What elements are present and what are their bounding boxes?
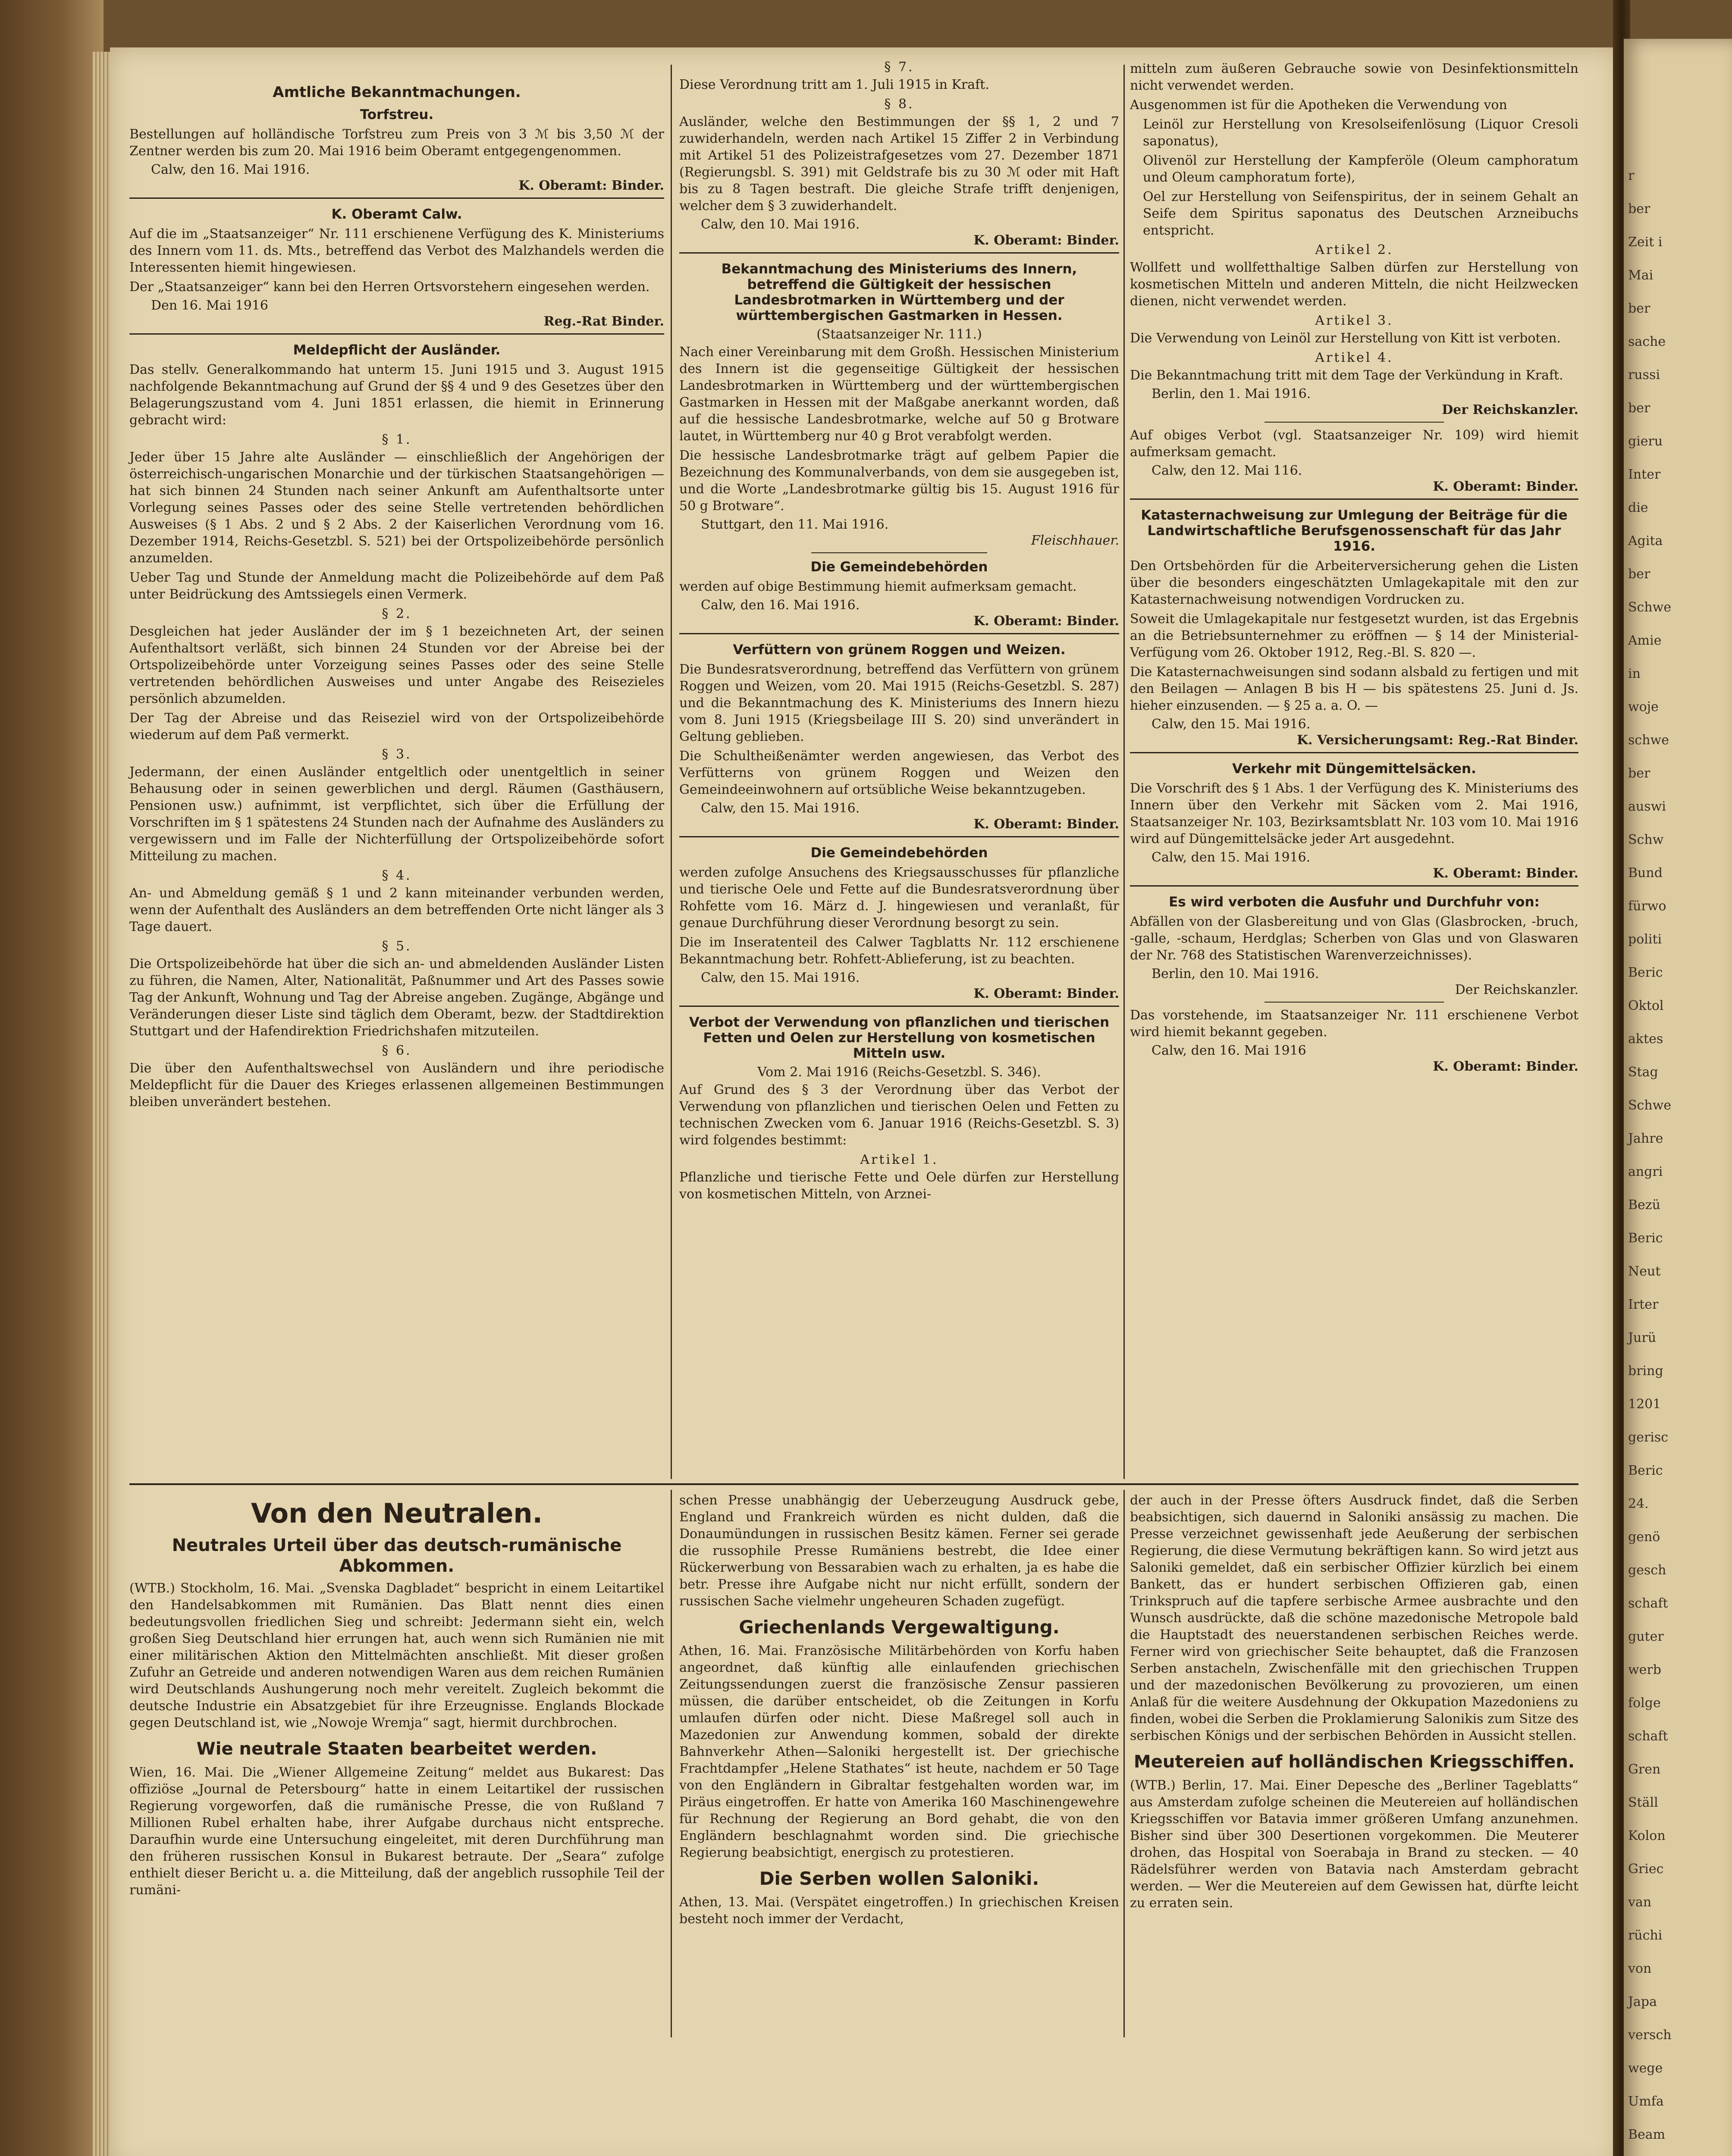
- notice-text: Den Ortsbehörden für die Arbeiterversicherung gehen die Listen über die besonders eingeschätzten Umlagekapitale mit den zur Katasternachweisung notwendigen Vordrucken zu.: [1130, 558, 1578, 607]
- column-rule: [1123, 1490, 1125, 2037]
- notice-subtitle: Vom 2. Mai 1916 (Reichs-Gesetzbl. S. 346).: [757, 1065, 1041, 1080]
- notice-text: Nach einer Vereinbarung mit dem Großh. Hessischen Ministerium des Innern ist die gegenseitige Gültigkeit der hessischen Landesbrotmarken in Württemberg und der württembergischen Gastmarken in Hessen mit der Maßgabe anerkannt worden, daß auf die hessische Landesbrotmarke, welche auf 50 g Brotware lautet, in Württemberg nur 40 g Brot verabfolgt werden.: [679, 345, 1119, 444]
- facing-page-fragment: Kolon: [1628, 1828, 1666, 1843]
- section-mark: § 4.: [382, 868, 412, 883]
- notice-text: mitteln zum äußeren Gebrauche sowie von Desinfektionsmitteln nicht verwendet werden.: [1130, 61, 1578, 93]
- facing-page-fragment: auswi: [1628, 799, 1666, 814]
- article-text: schen Presse unabhängig der Ueberzeugung Ausdruck gebe, England und Frankreich würden es nicht dulden, daß die Donaumündungen in russischen Besitz kämen. Ferner sei gerade die russophile Presse Rumäniens bestrebt, die Idee einer Rückerwerbung von Bessarabien wach zu erhalten, ja es habe die betr. Presse ihre Aufgabe nicht nur nicht erfüllt, sondern der russischen Sache vielmehr ungeheuren Schaden zugefügt.: [679, 1493, 1119, 1609]
- section-mark: Artikel 1.: [860, 1152, 938, 1167]
- notice-title: Bekanntmachung des Ministeriums des Innern, betreffend die Gültigkeit der hessischen Landesbrotmarken in Württemberg und der württembergischen Gastmarken in Hessen.: [721, 261, 1077, 323]
- facing-page-fragment: politi: [1628, 932, 1662, 947]
- notice-signature: K. Oberamt: Binder.: [973, 233, 1119, 248]
- notice-place-date: Calw, den 16. Mai 1916.: [701, 598, 860, 613]
- facing-page-fragment: Beric: [1628, 1231, 1663, 1246]
- facing-page-fragment: Schwe: [1628, 1098, 1672, 1113]
- rule: [811, 552, 987, 553]
- facing-page-fragment: Stag: [1628, 1065, 1658, 1080]
- notice-text: Jeder über 15 Jahre alte Ausländer — einschließlich der Angehörigen der österreichisch-ungarischen Monarchie und der türkischen Staatsangehörigen — hat sich binnen 24 Stunden nach seiner Ankunft am Aufenthaltsorte unter Vorlegung seines Passes oder des seine Stelle vertretenden behördlichen Ausweises (§ 1 Abs. 2 und § 2 Abs. 2 der Kaiserlichen Verordnung vom 16. Dezember 1914, Reichs-Gesetzbl. S. 521) bei der Ortspolizeibehörde persönlich anzumelden.: [129, 450, 664, 566]
- facing-page-fragment: Inter: [1628, 467, 1661, 482]
- section-mark: § 8.: [884, 97, 914, 112]
- section-mark: § 6.: [382, 1043, 412, 1058]
- article-text: der auch in der Presse öfters Ausdruck findet, daß die Serben beabsichtigen, sich dauernd in Saloniki ansässig zu machen. Die Presse verzeichnet gewissenhaft jede Aeußerung der serbischen Regierung, die diese Vermutung bekräftigen kann. So wird jetzt aus Saloniki gemeldet, daß ein serbischer Offizier kürzlich bei einem Bankett, das er hundert serbischen Offizieren gab, einen Trinkspruch auf die tapfere serbische Armee ausbrachte und den Wunsch ausdrückte, daß die schöne mazedonische Metropole bald die Hauptstadt des neuerstandenen serbischen Reiches werde. Ferner wird von griechischer Seite behauptet, daß die Franzosen Serben anstacheln, Zwischenfälle mit den griechischen Truppen und der mazedonischen Bevölkerung zu provozieren, um einen Anlaß für die weitere Ausdehnung der Okkupation Mazedoniens zu finden, wobei die Serben die Proklamierung Salonikis zum Sitze des serbischen Königs und der serbischen Behörden in Aussicht stellen.: [1130, 1493, 1578, 1743]
- article-headline: Meutereien auf holländischen Kriegsschiffen.: [1133, 1752, 1575, 1772]
- notice-title: Verbot der Verwendung von pflanzlichen und tierischen Fetten und Oelen zur Herstellung von kosmetischen Mitteln usw.: [689, 1015, 1110, 1061]
- facing-page-fragment: Umfa: [1628, 2094, 1664, 2109]
- article-text: (WTB.) Berlin, 17. Mai. Einer Depesche des „Berliner Tageblatts“ aus Amsterdam zufolge scheinen die Meutereien auf holländischen Kriegsschiffen vor Batavia immer größeren Umfang anzunehmen. Bisher sind über 300 Desertionen vorgekommen. Die Meuterer drohen, das Hospital von Soerabaja in Brand zu stecken. — 40 Rädelsführer werden von Batavia nach Amsterdam gebracht werden. — Wer die Meutereien auf dem Gewissen hat, dürfte leicht zu erraten sein.: [1130, 1778, 1578, 1911]
- facing-page-edge: [1624, 39, 1732, 2156]
- notice-text: Die Verwendung von Leinöl zur Herstellung von Kitt ist verboten.: [1130, 331, 1561, 346]
- facing-page-fragment: Ställ: [1628, 1795, 1658, 1810]
- notice-text: Die Ortspolizeibehörde hat über die sich an- und abmeldenden Ausländer Listen zu führen, die Namen, Alter, Nationalität, Paßnummer und Art des Passes sowie Tag der Ankunft, Wohnung und Tag der Abreise angeben. Zugänge, Abgänge und Veränderungen dieser Liste sind täglich dem Oberamt, bezw. der Stadtdirektion Stuttgart und der Hafendirektion Friedrichshafen mitzuteilen.: [129, 956, 664, 1039]
- facing-page-fragment: Amie: [1628, 633, 1662, 648]
- notice-text: Desgleichen hat jeder Ausländer der im § 1 bezeichneten Art, der seinen Aufenthaltsort verläßt, sich binnen 24 Stunden vor der Abreise bei der Ortspolizeibehörde unter Vorzeigung seines Passes oder des seine Stelle vertretenden behördlichen Ausweises und unter Angabe des Reisezieles persönlich abzumelden.: [129, 624, 664, 706]
- facing-page-fragment: von: [1628, 1961, 1652, 1976]
- facing-page-fragment: Beric: [1628, 1463, 1663, 1478]
- notice-signature: Der Reichskanzler.: [1442, 402, 1578, 417]
- facing-page-fragment: die: [1628, 500, 1648, 515]
- notice-text: Die hessische Landesbrotmarke trägt auf gelbem Papier die Bezeichnung des Kommunalverbands, von dem sie ausgegeben ist, und die Worte „Landesbrotmarke gültig bis 15. August 1916 für 50 g Brotware“.: [679, 448, 1119, 514]
- facing-page-fragment: Griec: [1628, 1861, 1664, 1877]
- notice-place-date: Calw, den 10. Mai 1916.: [701, 217, 860, 232]
- notice-signature: K. Oberamt: Binder.: [973, 614, 1119, 629]
- facing-page-fragment: gieru: [1628, 434, 1663, 449]
- notice-title: Die Gemeindebehörden: [810, 845, 988, 861]
- column-rule: [1123, 65, 1125, 1479]
- facing-page-fragment: gerisc: [1628, 1430, 1669, 1445]
- notice-text: Die Schultheißenämter werden angewiesen, das Verbot des Verfütterns von grünem Roggen und Weizen den Gemeindeeinwohnern auf ortsübliche Weise bekanntzugeben.: [679, 749, 1119, 797]
- article-headline: Neutrales Urteil über das deutsch-rumänische Abkommen.: [172, 1536, 622, 1576]
- column-3-upper: [1130, 60, 1578, 1078]
- notice-text: Bestellungen auf holländische Torfstreu zum Preis von 3 ℳ bis 3,50 ℳ der Zentner werden bis zum 20. Mai 1916 beim Oberamt entgegengenommen.: [129, 127, 664, 159]
- article-text: (WTB.) Stockholm, 16. Mai. „Svenska Dagbladet“ bespricht in einem Leitartikel den Handelsabkommen mit Rumänien. Das Blatt nennt dies einen bedeutungsvollen friedlichen Sieg und schreibt: Jedermann sieht ein, welch großen Sieg Deutschland hier errungen hat, auch wenn sich Rumänien nie mit einer militärischen Aktion den Mittelmächten anschließt. Mit dieser großen Zufuhr an Getreide und anderen notwendigen Waren aus dem reichen Rumänien wird Deutschlands Aushungerung noch mehr vereitelt. Zugleich bekommt die deutsche Industrie ein Absatzgebiet für ihre Erzeugnisse. Englands Blockade gegen Deutschland ist, wie „Nowoje Wremja“ sagt, hiermit durchbrochen.: [129, 1581, 664, 1730]
- notice-text: Das stellv. Generalkommando hat unterm 15. Juni 1915 und 3. August 1915 nachfolgende Bekanntmachung auf Grund der §§ 4 und 9 des Gesetzes über den Belagerungszustand vom 4. Juni 1851 erlassen, die hiemit in Erinnerung gebracht wird:: [129, 362, 664, 428]
- notice-text: Soweit die Umlagekapitale nur festgesetzt wurden, ist das Ergebnis an die Betriebsunternehmer zu eröffnen — § 14 der Ministerial-Verfügung vom 26. Oktober 1912, Reg.-Bl. S. 820 —.: [1130, 611, 1578, 660]
- facing-page-fragment: genö: [1628, 1529, 1660, 1545]
- column-1-upper: [129, 78, 664, 1113]
- facing-page-fragment: fürwo: [1628, 899, 1666, 914]
- notice-text: Die im Inseratenteil des Calwer Tagblatts Nr. 112 erschienene Bekanntmachung betr. Rohfett-Ablieferung, ist zu beachten.: [679, 935, 1119, 967]
- facing-page-fragment: ber: [1628, 567, 1650, 582]
- facing-page-fragment: ber: [1628, 766, 1650, 781]
- notice-text: Auf Grund des § 3 der Verordnung über das Verbot der Verwendung von pflanzlichen und tierischen Oelen und Fetten zu technischen Zwecken vom 6. Januar 1916 (Reichs-Gesetzbl. S. 3) wird folgendes bestimmt:: [679, 1082, 1119, 1148]
- notice-title: Torfstreu.: [360, 107, 434, 122]
- facing-page-fragment: r: [1628, 168, 1635, 183]
- notice-subtitle: (Staatsanzeiger Nr. 111.): [816, 327, 982, 342]
- facing-page-fragment: in: [1628, 666, 1641, 681]
- facing-page-fragment: Zeit i: [1628, 235, 1663, 250]
- notice-place-date: Calw, den 16. Mai 1916.: [151, 162, 310, 177]
- facing-page-fragment: bring: [1628, 1363, 1663, 1379]
- news-section-heading: Von den Neutralen.: [251, 1498, 543, 1529]
- notice-signature: K. Oberamt: Binder.: [973, 817, 1119, 832]
- notice-text: Pflanzliche und tierische Fette und Oele dürfen zur Herstellung von kosmetischen Mitteln, von Arznei-: [679, 1170, 1119, 1202]
- facing-page-fragment: sache: [1628, 334, 1666, 349]
- facing-page-fragment: Irter: [1628, 1297, 1659, 1312]
- notice-title: Die Gemeindebehörden: [810, 559, 988, 575]
- facing-page-fragment: ber: [1628, 401, 1650, 416]
- notice-text: Wollfett und wollfetthaltige Salben dürfen zur Herstellung von kosmetischen Mitteln und anderen Mitteln, die nicht Heilzwecken dienen, nicht verwendet werden.: [1130, 260, 1578, 309]
- facing-page-fragment: schwe: [1628, 733, 1669, 748]
- notice-text: Diese Verordnung tritt am 1. Juli 1915 in Kraft.: [679, 77, 989, 92]
- notice-signature: K. Oberamt: Binder.: [973, 986, 1119, 1001]
- facing-page-fragment: ber: [1628, 201, 1650, 216]
- facing-page-fragment: Beam: [1628, 2127, 1666, 2142]
- section-mark: § 5.: [382, 939, 412, 954]
- article-headline: Wie neutrale Staaten bearbeitet werden.: [196, 1739, 597, 1759]
- rule: [1264, 422, 1444, 423]
- facing-page-fragment: rüchi: [1628, 1928, 1663, 1943]
- notice-text: Ueber Tag und Stunde der Anmeldung macht die Polizeibehörde auf dem Paß unter Beidrückung des Amtssiegels einen Vermerk.: [129, 570, 664, 602]
- notice-place-date: Stuttgart, den 11. Mai 1916.: [701, 517, 889, 532]
- facing-page-fragment: aktes: [1628, 1031, 1663, 1047]
- section-divider: [129, 1483, 1578, 1485]
- notice-place-date: Calw, den 12. Mai 116.: [1152, 463, 1302, 478]
- notice-text: Der Tag der Abreise und das Reiseziel wird von der Ortspolizeibehörde wiederum auf dem Paß vermerkt.: [129, 711, 664, 743]
- facing-page-fragment: 1201: [1628, 1397, 1661, 1412]
- notice-title: Meldepflicht der Ausländer.: [293, 342, 501, 358]
- notice-place-date: Calw, den 16. Mai 1916: [1152, 1043, 1306, 1058]
- column-rule: [671, 1490, 672, 2037]
- notice-place-date: Calw, den 15. Mai 1916.: [701, 801, 860, 816]
- facing-page-fragment: Agita: [1628, 533, 1663, 548]
- facing-page-fragment: Mai: [1628, 268, 1654, 283]
- notice-text: An- und Abmeldung gemäß § 1 und 2 kann miteinander verbunden werden, wenn der Aufenthalt des Ausländers an dem betreffenden Orte nicht länger als 3 Tage dauert.: [129, 886, 664, 934]
- notice-place-date: Berlin, den 1. Mai 1916.: [1152, 386, 1311, 401]
- article-text: Athen, 16. Mai. Französische Militärbehörden von Korfu haben angeordnet, daß künftig alle einlaufenden griechischen Zeitungssendungen zuerst die französische Zensur passieren müssen, die darüber entscheidet, ob die Zeitungen in Korfu umlaufen dürfen oder nicht. Diese Maßregel soll auch in Mazedonien zur Anwendung kommen, sobald der direkte Bahnverkehr Athen—Saloniki hergestellt ist. Der griechische Frachtdampfer „Helene Stathates“ ist heute, nachdem er 50 Tage von den Engländern in Gibraltar festgehalten worden war, im Piräus eingetroffen. Er hatte von Amerika 160 Maschinengewehre für Rechnung der Regierung an Bord gehabt, die von den Engländern beschlagnahmt worden sind. Die griechische Regierung beabsichtigt, energisch zu protestieren.: [679, 1643, 1119, 1860]
- notice-text: Die Katasternachweisungen sind sodann alsbald zu fertigen und mit den Beilagen — Anlagen B bis H — bis spätestens 25. Juni d. Js. hieher einzusenden. — § 25 a. a. O. —: [1130, 664, 1578, 713]
- notice-signature: Reg.-Rat Binder.: [543, 314, 664, 329]
- facing-page-fragment: guter: [1628, 1629, 1664, 1644]
- facing-page-fragment: angri: [1628, 1164, 1663, 1179]
- notice-text: Ausländer, welche den Bestimmungen der §§ 1, 2 und 7 zuwiderhandeln, werden nach Artikel 15 Ziffer 2 in Verbindung mit Artikel 51 des Polizeistrafgesetzes vom 27. Dezember 1871 (Regierungsbl. S. 391) mit Geldstrafe bis zu 30 ℳ oder mit Haft bis zu 8 Tagen bestraft. Die gleiche Strafe trifft denjenigen, welcher dem § 3 zuwiderhandelt.: [679, 114, 1119, 213]
- facing-page-fragment: gesch: [1628, 1563, 1666, 1578]
- column-2-upper: [679, 56, 1119, 1205]
- notice-text: Abfällen von der Glasbereitung und von Glas (Glasbrocken, -bruch, -galle, -schaum, Herdglas; Scherben von Glas und von Glaswaren der Nr. 768 des Statistischen Warenverzeichnisses).: [1130, 914, 1578, 963]
- notice-text: Auf die im „Staatsanzeiger“ Nr. 111 erschienene Verfügung des K. Ministeriums des Innern vom 11. ds. Mts., betreffend das Verbot des Malzhandels werden die Interessenten hiemit hingewiesen.: [129, 226, 664, 275]
- column-1-lower: [129, 1492, 664, 1901]
- notice-title: Katasternachweisung zur Umlegung der Beiträge für die Landwirtschaftliche Berufsgenossenschaft für das Jahr 1916.: [1141, 508, 1568, 554]
- facing-page-fragment: Bezü: [1628, 1197, 1660, 1213]
- facing-page-fragment: russi: [1628, 367, 1660, 382]
- section-mark: Artikel 2.: [1315, 242, 1393, 257]
- notice-signature: K. Oberamt: Binder.: [1433, 1059, 1578, 1074]
- notice-text: Die Bundesratsverordnung, betreffend das Verfüttern von grünem Roggen und Weizen, vom 20. Mai 1915 (Reichs-Gesetzbl. S. 287) und die Bekanntmachung des K. Ministeriums des Innern hiezu vom 8. Juni 1915 (Kriegsbeilage III S. 20) sind unverändert in Geltung geblieben.: [679, 662, 1119, 744]
- notice-signature: Der Reichskanzler.: [1455, 982, 1578, 997]
- facing-page-fragment: Beric: [1628, 965, 1663, 980]
- notice-text: Jedermann, der einen Ausländer entgeltlich oder unentgeltlich in seiner Behausung oder in seinen gewerblichen und dergl. Räumen (Gasthäusern, Pensionen usw.) aufnimmt, ist verpflichtet, sich über die Erfüllung der Vorschriften im § 1 spätestens 24 Stunden nach der Aufnahme des Ausländers zu vergewissern und im Falle der Nichterfüllung der Ortspolizeibehörde sofort Mitteilung zu machen.: [129, 765, 664, 864]
- facing-page-fragment: woje: [1628, 699, 1659, 714]
- facing-page-fragment: van: [1628, 1895, 1652, 1910]
- facing-page-fragment: schaft: [1628, 1596, 1668, 1611]
- facing-page-fragment: folge: [1628, 1695, 1661, 1711]
- facing-page-fragment: Jurü: [1628, 1330, 1657, 1345]
- column-rule: [671, 65, 672, 1479]
- facing-page-fragment: Gren: [1628, 1762, 1661, 1777]
- facing-page-fragment: Bund: [1628, 865, 1663, 881]
- section-mark: § 7.: [884, 60, 914, 75]
- section-mark: § 1.: [382, 432, 412, 447]
- notice-place-date: Calw, den 15. Mai 1916.: [1152, 850, 1311, 865]
- notice-text: Ausgenommen ist für die Apotheken die Verwendung von: [1130, 97, 1507, 113]
- article-text: Athen, 13. Mai. (Verspätet eingetroffen.) In griechischen Kreisen besteht noch immer der Verdacht,: [679, 1895, 1119, 1927]
- facing-page-fragment: Neut: [1628, 1264, 1661, 1279]
- notice-signature: K. Oberamt: Binder.: [518, 178, 664, 193]
- facing-page-fragment: Schwe: [1628, 600, 1672, 615]
- notice-place-date: Berlin, den 10. Mai 1916.: [1152, 966, 1319, 981]
- notice-place-date: Den 16. Mai 1916: [151, 298, 268, 313]
- notice-text: werden zufolge Ansuchens des Kriegsausschusses für pflanzliche und tierische Oele und Fette auf die Bundesratsverordnung über Rohfette vom 16. März d. J. hingewiesen und veranlaßt, für genaue Durchführung dieser Verordnung besorgt zu sein.: [679, 865, 1119, 931]
- rule: [1264, 1002, 1444, 1003]
- facing-page-fragment: Japa: [1628, 1994, 1657, 2009]
- notice-title: Verkehr mit Düngemittelsäcken.: [1232, 761, 1476, 777]
- facing-page-fragment: Schw: [1628, 832, 1664, 847]
- article-headline: Griechenlands Vergewaltigung.: [739, 1617, 1060, 1638]
- notice-signature: K. Oberamt: Binder.: [1433, 866, 1578, 881]
- column-2-lower: [679, 1492, 1119, 1930]
- section-mark: § 2.: [382, 606, 412, 621]
- section-mark: Artikel 4.: [1315, 350, 1393, 365]
- notice-text: Olivenöl zur Herstellung der Kampferöle (Oleum camphoratum und Oleum camphoratum forte),: [1143, 153, 1578, 185]
- book-spine: [0, 0, 104, 2156]
- column-3-lower: [1130, 1492, 1578, 1914]
- facing-page-fragment: ber: [1628, 301, 1650, 316]
- notice-text: Leinöl zur Herstellung von Kresolseifenlösung (Liquor Cresoli saponatus),: [1143, 117, 1578, 149]
- notice-title: Es wird verboten die Ausfuhr und Durchfuhr von:: [1169, 894, 1540, 910]
- facing-page-text: [1624, 39, 1732, 2143]
- facing-page-fragment: Jahre: [1628, 1131, 1663, 1146]
- notice-text: Der „Staatsanzeiger“ kann bei den Herren Ortsvorstehern eingesehen werden.: [129, 279, 650, 295]
- facing-page-fragment: werb: [1628, 1662, 1661, 1677]
- notice-signature: K. Versicherungsamt: Reg.-Rat Binder.: [1296, 733, 1578, 748]
- notice-text: Das vorstehende, im Staatsanzeiger Nr. 111 erschienene Verbot wird hiemit bekannt gegeben.: [1130, 1008, 1578, 1040]
- notice-place-date: Calw, den 15. Mai 1916.: [1152, 717, 1311, 732]
- notice-text: Die Vorschrift des § 1 Abs. 1 der Verfügung des K. Ministeriums des Innern über den Verkehr mit Säcken vom 2. Mai 1916, Staatsanzeiger Nr. 103, Bezirksamtsblatt Nr. 103 vom 10. Mai 1916 wird auf Düngemittelsäcke jeder Art ausgedehnt.: [1130, 781, 1578, 846]
- notice-text: Auf obiges Verbot (vgl. Staatsanzeiger Nr. 109) wird hiemit aufmerksam gemacht.: [1130, 428, 1578, 460]
- facing-page-fragment: 24.: [1628, 1496, 1649, 1511]
- section-heading: Amtliche Bekanntmachungen.: [273, 84, 521, 101]
- notice-text: Oel zur Herstellung von Seifenspiritus, der in seinem Gehalt an Seife dem Spiritus saponatus des Deutschen Arzneibuchs entspricht.: [1143, 189, 1578, 238]
- section-mark: Artikel 3.: [1315, 313, 1393, 328]
- notice-text: Die Bekanntmachung tritt mit dem Tage der Verkündung in Kraft.: [1130, 368, 1563, 383]
- article-text: Wien, 16. Mai. Die „Wiener Allgemeine Zeitung“ meldet aus Bukarest: Das offiziöse „Journal de Petersbourg“ hatte in einem Leitartikel der russischen Regierung vorgeworfen, daß die rumänische Presse, die von Rußland 7 Millionen Rubel erhalten habe, ihrer Aufgabe durchaus nicht entspreche. Daraufhin wurde eine Untersuchung eingeleitet, mit deren Durchführung man den früheren russischen Konsul in Bukarest betraute. Der „Seara“ zufolge enthielt dieser Bericht u. a. die Mitteilung, daß der angeblich russophile Teil der rumäni-: [129, 1765, 664, 1898]
- notice-title: Verfüttern von grünem Roggen und Weizen.: [733, 642, 1066, 658]
- notice-text: Die über den Aufenthaltswechsel von Ausländern und ihre periodische Meldepflicht für die Dauer des Krieges erlassenen allgemeinen Bestimmungen bleiben unverändert bestehen.: [129, 1061, 664, 1109]
- facing-page-fragment: Oktol: [1628, 998, 1664, 1013]
- facing-page-fragment: versch: [1628, 2028, 1672, 2043]
- section-mark: § 3.: [382, 747, 412, 762]
- notice-place-date: Calw, den 15. Mai 1916.: [701, 970, 860, 985]
- facing-page-fragment: wege: [1628, 2061, 1663, 2076]
- article-headline: Die Serben wollen Saloniki.: [759, 1868, 1039, 1889]
- notice-signature: K. Oberamt: Binder.: [1433, 479, 1578, 494]
- notice-signature: Fleischhauer.: [1031, 533, 1119, 548]
- notice-title: K. Oberamt Calw.: [331, 207, 462, 222]
- facing-page-fragment: schaft: [1628, 1729, 1668, 1744]
- notice-text: werden auf obige Bestimmung hiemit aufmerksam gemacht.: [679, 579, 1077, 594]
